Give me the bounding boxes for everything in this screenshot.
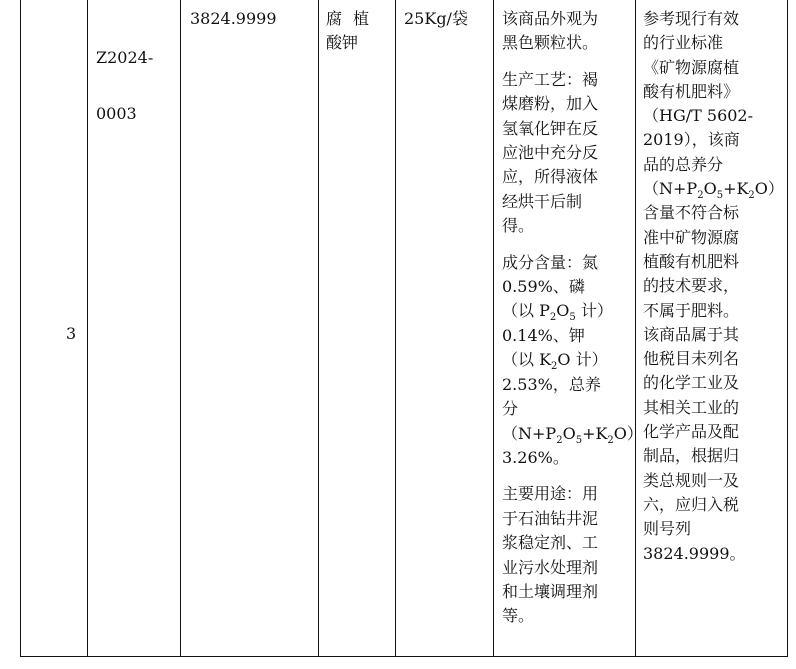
desc-line: 生产工艺：褐 <box>502 69 599 89</box>
desc-line: 主要用途：用 <box>502 484 599 504</box>
desc-line: 于石油钻井泥 <box>502 508 599 528</box>
desc-line: 应，所得液体 <box>502 167 599 187</box>
reason-line: 他税目未列名 <box>643 349 740 369</box>
col-border <box>395 0 396 657</box>
reason-line: 的技术要求， <box>643 276 740 296</box>
id-line: Z2024- <box>96 48 154 67</box>
desc-line: 该商品外观为 <box>502 9 599 28</box>
composition-paragraph <box>502 251 643 471</box>
col-border <box>787 0 788 657</box>
spec-cell: 25Kg/袋 <box>404 9 468 28</box>
desc-line: 和土壤调理剂 <box>502 581 599 601</box>
reason-line: $(N+P_2O_5+K_2O)$ <box>643 179 784 202</box>
process-paragraph <box>502 68 643 239</box>
tariff-code-cell: 3824.9999 <box>190 9 277 28</box>
reason-line: 准中矿物源腐 <box>643 227 740 247</box>
desc-line: 分 <box>502 399 519 419</box>
reason-line: （HG/T 5602- <box>643 106 754 126</box>
description-cell <box>502 7 643 629</box>
reason-line: 酸有机肥料》 <box>643 81 740 101</box>
classification-reason-cell <box>643 7 784 566</box>
row-bottom-border <box>20 656 788 657</box>
id-line: 0003 <box>96 104 137 123</box>
desc-line: 成分含量：氮 <box>502 252 599 272</box>
desc-line: 煤磨粉，加入 <box>502 94 599 114</box>
seq-cell: 3 <box>66 324 77 343</box>
reason-line: 其相关工业的 <box>643 397 740 417</box>
desc-line: 等。 <box>502 606 535 626</box>
reason-line: 六，应归入税 <box>643 494 740 514</box>
desc-line: $(N+P_2O_5+K_2O)$ <box>502 423 643 446</box>
reason-line: 《矿物源腐植 <box>643 57 740 77</box>
reason-line: 植酸有机肥料 <box>643 251 740 271</box>
reason-line: 2019），该商 <box>643 130 740 150</box>
reason-line: 不属于肥料。 <box>643 300 740 320</box>
desc-line: （以 $P_2O_5$ 计） <box>502 301 613 324</box>
col-border <box>318 0 319 657</box>
reason-line: 的化学工业及 <box>643 373 740 393</box>
reason-line: 类总规则一及 <box>643 470 740 490</box>
goods-name-cell <box>326 7 380 55</box>
reason-line: 含量不符合标 <box>643 203 740 223</box>
reason-line: 的行业标准 <box>643 33 724 53</box>
reason-line: 参考现行有效 <box>643 9 740 28</box>
desc-line: 0.14%、钾 <box>502 325 585 345</box>
id-cell <box>96 30 153 142</box>
desc-line: 经烘干后制 <box>502 191 583 211</box>
desc-line: 0.59%、磷 <box>502 277 585 297</box>
desc-line: 氢氧化钾在反 <box>502 118 599 138</box>
reason-line: 制品，根据归 <box>643 446 740 466</box>
goods-name-line: 酸钾 <box>326 33 359 52</box>
desc-line: 浆稳定剂、工 <box>502 533 599 553</box>
usage-paragraph <box>502 482 643 628</box>
desc-line: 黑色颗粒状。 <box>502 33 599 53</box>
desc-line: 2.53%，总养 <box>502 374 601 394</box>
desc-line: 3.26%。 <box>502 447 569 467</box>
desc-line: 应池中充分反 <box>502 143 599 163</box>
reason-line: 该商品属于其 <box>643 324 740 344</box>
desc-line: 业污水处理剂 <box>502 557 599 577</box>
col-border <box>20 0 21 657</box>
goods-name-line: 腐植 <box>326 9 381 28</box>
appearance-paragraph <box>502 7 643 56</box>
col-border <box>87 0 88 657</box>
desc-line: （以 $K_2O$ 计） <box>502 350 608 373</box>
col-border <box>493 0 494 657</box>
desc-line: 得。 <box>502 216 535 236</box>
reason-line: 则号列 <box>643 519 692 539</box>
reason-line: 化学产品及配 <box>643 422 740 442</box>
reason-line: 品的总养分 <box>643 154 724 174</box>
col-border <box>180 0 181 657</box>
reason-line: 3824.9999。 <box>643 543 746 563</box>
